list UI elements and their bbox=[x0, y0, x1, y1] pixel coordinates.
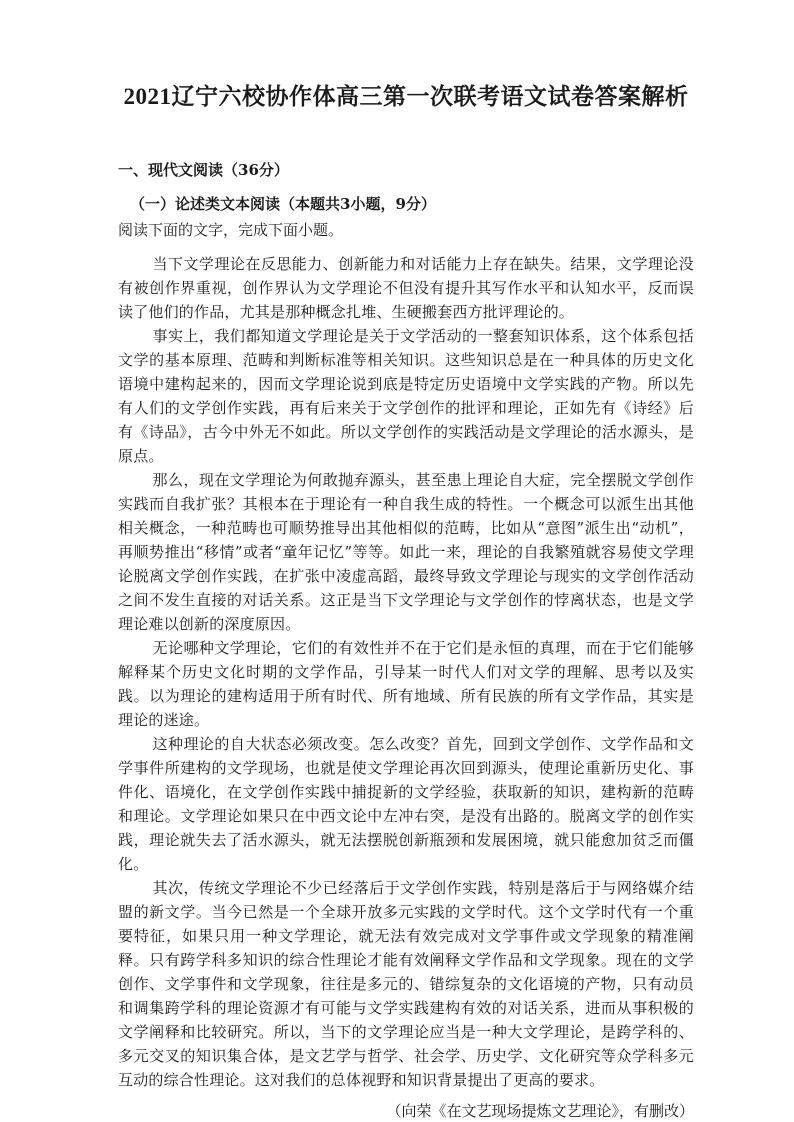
page-title: 2021辽宁六校协作体高三第一次联考语文试卷答案解析 bbox=[123, 84, 689, 109]
reading-instruction: 阅读下面的文字，完成下面小题。 bbox=[118, 221, 344, 239]
article-paragraph-6: 其次，传统文学理论不少已经落后于文学创作实践，特别是落后于与网络媒介结盟的新文学。当今已然是一个全球开放多元实践的文学时代。这个文学时代有一个重要特征，如果只用一种文学理论，就无法有效完成对文学事件或文学现象的精准阐释。只有跨学科多知识的综合性理论才能有效阐释文学作品和文学现象。现在的文学创作、文学事件和文学现象，往往是多元的、错综复杂的文化语境的产物，只有动员和调集跨学科的理论资源才有可能与文学实践建构有效的对话关系，进而从事积极的文学阐释和比较研究。所以，当下的文学理论应当是一种大文学理论，是跨学科的、多元交叉的知识集合体，是文艺学与哲学、社会学、历史学、文化研究等众学科多元互动的综合性理论。这对我们的总体视野和知识背景提出了更高的要求。 bbox=[118, 879, 694, 1089]
article-body bbox=[118, 252, 694, 1092]
article-paragraph-2: 事实上，我们都知道文学理论是关于文学活动的一整套知识体系，这个体系包括文学的基本原理、范畴和判断标准等相关知识。这些知识总是在一种具体的历史文化语境中建构起来的，因而文学理论说到底是特定历史语境中文学实践的产物。所以先有人们的文学创作实践，再有后来关于文学创作的批评和理论，正如先有《诗经》后有《诗品》，古今中外无不如此。所以文学创作的实践活动是文学理论的活水源头，是原点。 bbox=[118, 327, 694, 465]
article-paragraph-1: 当下文学理论在反思能力、创新能力和对话能力上存在缺失。结果，文学理论没有被创作界重视，创作界认为文学理论不但没有提升其写作水平和认知水平，反而误读了他们的作品，尤其是那种概念扎堆、生硬搬套西方批评理论的。 bbox=[118, 255, 694, 321]
section-heading-modern-reading: 一、现代文阅读（36分） bbox=[118, 161, 289, 179]
article-paragraph-3: 那么，现在文学理论为何敢抛弃源头，甚至患上理论自大症，完全摆脱文学创作实践而自我扩张？其根本在于理论有一种自我生成的特性。一个概念可以派生出其他相关概念，一种范畴也可顺势推导出其他相似的范畴，比如从“意图”派生出“动机”，再顺势推出“移情”或者“童年记忆”等等。如此一来，理论的自我繁殖就容易使文学理论脱离文学创作实践，在扩张中凌虚高蹈，最终导致文学理论与现实的文学创作活动之间不发生直接的对话关系。这正是当下文学理论与文学创作的悖离状态，也是文学理论难以创新的深度原因。 bbox=[118, 471, 694, 633]
article-paragraph-4: 无论哪种文学理论，它们的有效性并不在于它们是永恒的真理，而在于它们能够解释某个历史文化时期的文学作品，引导某一时代人们对文学的理解、思考以及实践。以为理论的建构适用于所有时代、所有地域、所有民族的所有文学作品，其实是理论的迷途。 bbox=[118, 639, 694, 729]
subsection-heading-argumentative: （一）论述类文本阅读（本题共3小题，9分） bbox=[130, 195, 436, 213]
article-paragraph-5: 这种理论的自大状态必须改变。怎么改变？首先，回到文学创作、文学作品和文学事件所建构的文学现场，也就是使文学理论再次回到源头，使理论重新历史化、事件化、语境化，在文学创作实践中捕捉新的文学经验，获取新的知识，建构新的范畴和理论。文学理论如果只在中西文论中左冲右突，是没有出路的。脱离文学的创作实践，理论就失去了活水源头，就无法摆脱创新瓶颈和发展困境，就只能愈加贫乏而僵化。 bbox=[118, 735, 694, 873]
article-citation: （向荣《在文艺现场提炼文艺理论》，有删改） bbox=[386, 1102, 694, 1120]
